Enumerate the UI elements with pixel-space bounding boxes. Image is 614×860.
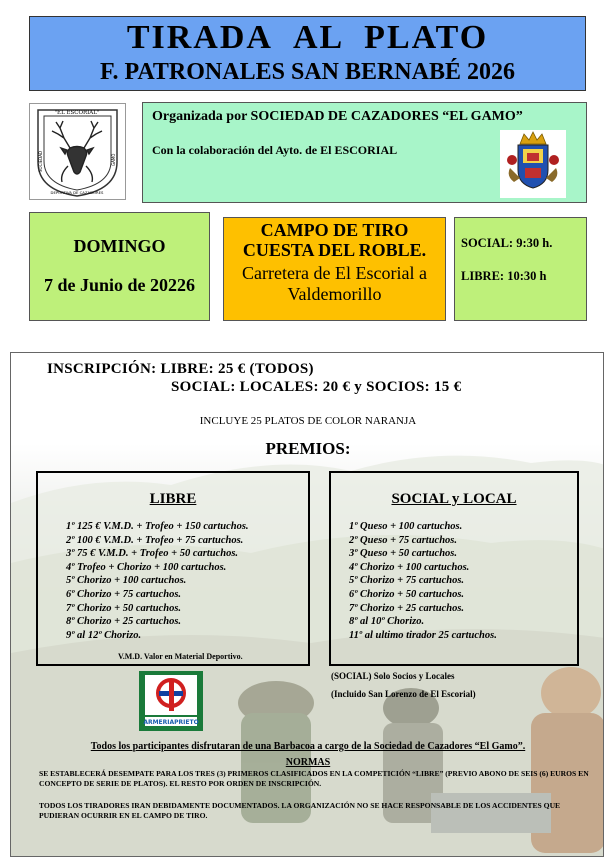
list-item: 5º Chorizo + 100 cartuchos.: [66, 575, 187, 587]
schedule-social: SOCIAL: 9:30 h.: [461, 236, 553, 250]
venue-panel: [223, 217, 446, 321]
list-item: 2º 100 € V.M.D. + Trofeo + 75 cartuchos.: [66, 534, 244, 546]
list-item: 1º 125 € V.M.D. + Trofeo + 150 cartuchos.: [66, 521, 249, 532]
town-coat-of-arms: [500, 130, 566, 198]
organizer-title: Organizada por SOCIEDAD DE CAZADORES “EL GAMO”: [152, 109, 523, 124]
rule-documentation: TODOS LOS TIRADORES IRAN DEBIDAMENTE DOCUMENTADOS. LA ORGANIZACIÓN NO SE HACE RESPONSABLE DE LOS ACCIDENTES QUE PUDIERAN OCURRIR EN EL CAMPO DE TIRO.: [39, 801, 561, 820]
event-day: DOMINGO: [73, 236, 166, 256]
venue-address: Carretera de El Escorial a Valdemorillo: [242, 263, 427, 304]
list-item: 6º Chorizo + 50 cartuchos.: [349, 588, 465, 600]
emblem-bottom-text: DEPORTIVA DE CAZADORES: [50, 190, 104, 195]
main-title: TIRADA AL PLATO: [126, 19, 489, 56]
emblem-top-text: "EL ESCORIAL": [54, 110, 100, 116]
list-item: 9º al 12º Chorizo.: [66, 629, 142, 641]
list-item: 8º al 10º Chorizo.: [349, 616, 425, 628]
emblem-right-text: GAMO: [111, 153, 116, 166]
registration-line1: INSCRIPCIÓN: LIBRE: 25 € (TODOS): [47, 361, 314, 377]
libre-prizes-box: [36, 471, 310, 666]
list-item: 5º Chorizo + 75 cartuchos.: [349, 575, 465, 587]
sponsor-logo: [139, 671, 203, 731]
sponsor-name: ARMERIAPRIETO: [143, 719, 199, 726]
list-item: 4º Chorizo + 100 cartuchos.: [349, 561, 470, 573]
registration-line2: SOCIAL: LOCALES: 20 € y SOCIOS: 15 €: [171, 379, 462, 395]
list-item: 7º Chorizo + 50 cartuchos.: [66, 602, 182, 614]
hunting-society-emblem: [29, 103, 126, 200]
list-item: 6º Chorizo + 75 cartuchos.: [66, 588, 182, 600]
social-prize-list: [349, 520, 497, 642]
title-banner: [29, 16, 586, 91]
crown-icon: [520, 132, 546, 144]
list-item: 2º Queso + 75 cartuchos.: [349, 534, 458, 546]
prizes-heading: PREMIOS:: [265, 439, 351, 458]
social-title: SOCIAL y LOCAL: [391, 491, 517, 507]
venue-name-line1: CAMPO DE TIRO: [260, 220, 409, 240]
event-date-panel: [29, 212, 210, 321]
social-prizes-box: [329, 471, 579, 666]
subtitle: F. PATRONALES SAN BERNABÉ 2026: [100, 59, 515, 85]
rule-tiebreak: SE ESTABLECERÁ DESEMPATE PARA LOS TRES (3) PRIMEROS CLASIFICADOS EN LA COMPETICIÓN “LIBRE” (PREVIO ABONO DE SEIS (6) EUROS EN CONCEPTO DE SERIE DE PLATOS). EL RESTO POR ORDEN DE INSCRIPCIÓN.: [39, 769, 589, 788]
social-note-included: (Incluido San Lorenzo de El Escorial): [331, 689, 476, 699]
barbecue-note: Todos los participantes disfrutaran de una Barbacoa a cargo de la Sociedad de Cazadores “El Gamo”.: [90, 741, 526, 752]
venue-name-line2: CUESTA DEL ROBLE.: [242, 240, 427, 260]
list-item: 1º Queso + 100 cartuchos.: [349, 521, 463, 532]
event-date: 7 de Junio de 20226: [43, 275, 196, 295]
list-item: 4º Trofeo + Chorizo + 100 cartuchos.: [66, 561, 227, 573]
list-item: 11º al ultimo tirador 25 cartuchos.: [349, 629, 497, 641]
rules-heading: NORMAS: [285, 757, 331, 768]
libre-title: LIBRE: [149, 491, 197, 507]
list-item: 3º Queso + 50 cartuchos.: [349, 548, 458, 560]
list-item: 3º 75 € V.M.D. + Trofeo + 50 cartuchos.: [66, 548, 239, 560]
libre-prize-list: [66, 520, 249, 642]
list-item: 8º Chorizo + 25 cartuchos.: [66, 616, 182, 628]
vmd-note: V.M.D. Valor en Material Deportivo.: [118, 652, 243, 661]
main-info-panel: [10, 352, 604, 857]
list-item: 7º Chorizo + 25 cartuchos.: [349, 602, 465, 614]
emblem-left-text: SOCIEDAD: [38, 150, 43, 172]
social-note: (SOCIAL) Solo Socios y Locales: [331, 671, 455, 681]
includes-note: INCLUYE 25 PLATOS DE COLOR NARANJA: [199, 415, 417, 427]
collaboration-text: Con la colaboración del Ayto. de El ESCORIAL: [152, 143, 398, 157]
organizer-panel: [142, 102, 587, 203]
schedule-libre: LIBRE: 10:30 h: [461, 269, 547, 283]
schedule-panel: [454, 217, 587, 321]
